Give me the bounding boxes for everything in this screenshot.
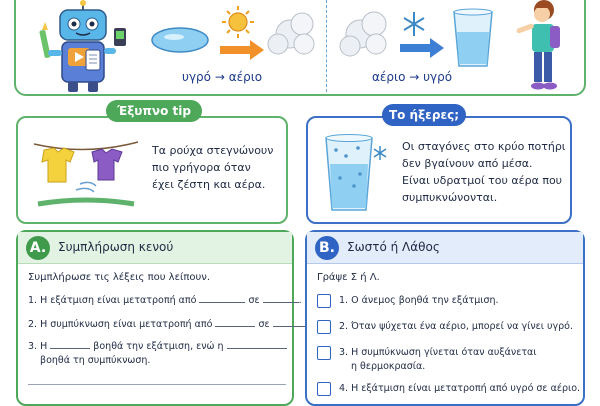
water-glass-icon xyxy=(454,9,492,66)
true-false-header xyxy=(307,232,583,264)
clothesline-icon xyxy=(30,134,142,210)
statement-3-checkbox[interactable] xyxy=(317,346,331,360)
q2-blank-2[interactable] xyxy=(273,318,309,327)
section-b-instruction: Γράψε Σ ή Λ. xyxy=(317,272,380,283)
cold-glass-icon xyxy=(318,130,392,216)
blue-arrow-icon xyxy=(400,38,444,58)
scene-divider xyxy=(326,0,327,92)
fact-label: Το ήξερες; xyxy=(382,104,466,126)
snowflake-small-icon xyxy=(374,146,386,160)
q3-blank-2[interactable] xyxy=(227,340,287,349)
caption-condensation: αέριο → υγρό xyxy=(372,70,453,84)
vapor-cloud-icon xyxy=(340,12,386,56)
statement-1-checkbox[interactable] xyxy=(317,294,331,308)
question-3-continued: βοηθά τη συμπύκνωση. xyxy=(40,355,151,366)
condensation-illustration xyxy=(334,2,506,70)
purple-shirt-icon xyxy=(92,149,122,180)
statement-4: 4. Η εξάτμιση είναι μετατροπή από υγρό σε αέριο. xyxy=(339,383,581,394)
evaporation-illustration xyxy=(150,4,320,66)
steam-cloud-icon xyxy=(268,13,314,54)
section-a-instruction: Συμπλήρωσε τις λέξεις που λείπουν. xyxy=(28,272,211,283)
statement-3-continued: η θερμοκρασία. xyxy=(351,361,426,372)
true-false-panel xyxy=(305,230,585,406)
statement-3: 3. Η συμπύκνωση γίνεται όταν αυξάνεται xyxy=(339,347,537,358)
statement-2-checkbox[interactable] xyxy=(317,320,331,334)
question-1: 1. Η εξάτμιση είναι μετατροπή από σε . xyxy=(28,295,302,306)
robot-mascot-icon xyxy=(28,0,138,96)
question-3: 3. Η βοηθά την εξάτμιση, ενώ η xyxy=(28,340,287,354)
statement-1: 1. Ο άνεμος βοηθά την εξάτμιση. xyxy=(339,295,499,306)
statement-4-checkbox[interactable] xyxy=(317,382,331,396)
statement-2: 2. Όταν ψύχεται ένα αέριο, μπορεί να γίνει υγρό. xyxy=(339,321,573,332)
snowflake-icon xyxy=(404,12,424,36)
section-b-badge: B. xyxy=(315,236,339,260)
sun-icon xyxy=(222,6,254,38)
section-b-title: Σωστό ή Λάθος xyxy=(347,240,440,254)
question-2: 2. Η συμπύκνωση είναι μετατροπή από σε xyxy=(28,318,312,332)
orange-arrow-icon xyxy=(220,40,264,60)
section-a-badge: A. xyxy=(26,236,50,260)
fact-text: Οι σταγόνες στο κρύο ποτήρι δεν βγαίνουν από μέσα. Είναι υδρατμοί του αέρα που συμπυκνώνονται. xyxy=(402,140,566,204)
q3-blank-1[interactable] xyxy=(50,340,90,349)
q2-blank-1[interactable] xyxy=(215,318,255,327)
yellow-shirt-icon xyxy=(42,148,74,182)
answer-line[interactable] xyxy=(28,384,286,385)
water-puddle-icon xyxy=(152,28,208,52)
q1-blank-1[interactable] xyxy=(199,294,245,303)
section-a-title: Συμπλήρωση κενού xyxy=(58,240,174,254)
q1-blank-2[interactable] xyxy=(263,294,299,303)
fill-in-blank-header xyxy=(18,232,292,264)
fill-in-blank-panel xyxy=(16,230,302,406)
tip-text: Τα ρούχα στεγνώνουν πιο γρήγορα όταν έχει ζέστη και αέρα. xyxy=(152,144,274,191)
wind-icon xyxy=(76,182,96,192)
girl-character-icon xyxy=(508,0,570,96)
caption-evaporation: υγρό → αέριο xyxy=(182,70,263,84)
tip-label: Έξυπνο tip xyxy=(106,100,202,122)
